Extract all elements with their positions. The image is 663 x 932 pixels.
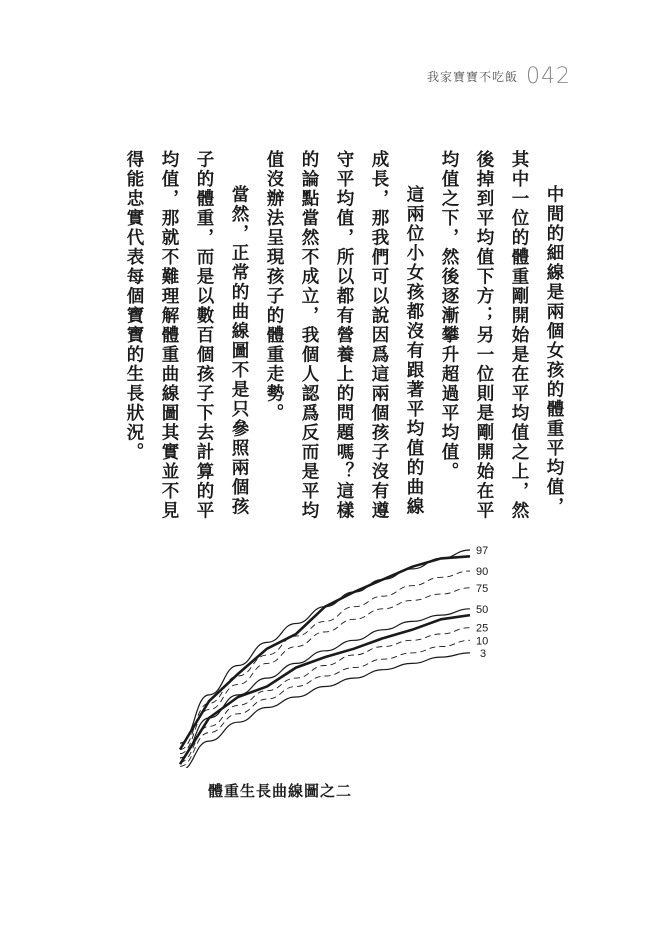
percentile-25-line — [180, 628, 470, 762]
percentile-label-3: 3 — [480, 647, 487, 660]
percentile-label-25: 25 — [476, 622, 489, 635]
percentile-97-line — [180, 550, 470, 743]
page-number: 042 — [526, 64, 571, 89]
percentile-3-line — [180, 653, 470, 768]
percentile-label-90: 90 — [476, 566, 489, 578]
weight-growth-chart — [160, 528, 520, 768]
paragraph-2: 這兩位小女孩都沒有跟著平均值的曲線成長，那我們可以說因爲這兩個孩子沒有遵守平均值，所以都有營養上的問題嗎？這樣的論點當然不成立，我個人認爲反而是平均值沒辦法呈現孩子的體重走勢。 — [264, 150, 424, 521]
page-header — [427, 64, 571, 89]
percentile-label-75: 75 — [476, 582, 489, 595]
percentile-label-50: 50 — [476, 603, 489, 616]
percentile-label-97: 97 — [476, 545, 489, 557]
percentile-label-10: 10 — [476, 635, 489, 648]
child-weight-line-7 — [180, 556, 470, 749]
percentile-50-line — [180, 609, 470, 758]
paragraph-3: 當然，正常的曲線圖不是只參照兩個孩子的體重，而是以數百個孩子下去計算的平均值，那就不難理解體重曲線圖其實並不見得能忠實代表每個寶寶的生長狀況。 — [124, 150, 249, 521]
percentile-75-line — [180, 588, 470, 754]
paragraph-1: 中間的細線是兩個女孩的體重平均值，其中一位的體重剛開始是在平均值之上，然後掉到平均值下方；另一位則是剛開始在平均值之下，然後逐漸攀升超過平均值。 — [439, 150, 564, 521]
chart-caption: 體重生長曲線圖之二 — [207, 782, 352, 800]
book-title: 我家寶寶不吃飯 — [426, 70, 518, 84]
body-text — [124, 150, 571, 530]
percentile-10-line — [180, 640, 470, 766]
